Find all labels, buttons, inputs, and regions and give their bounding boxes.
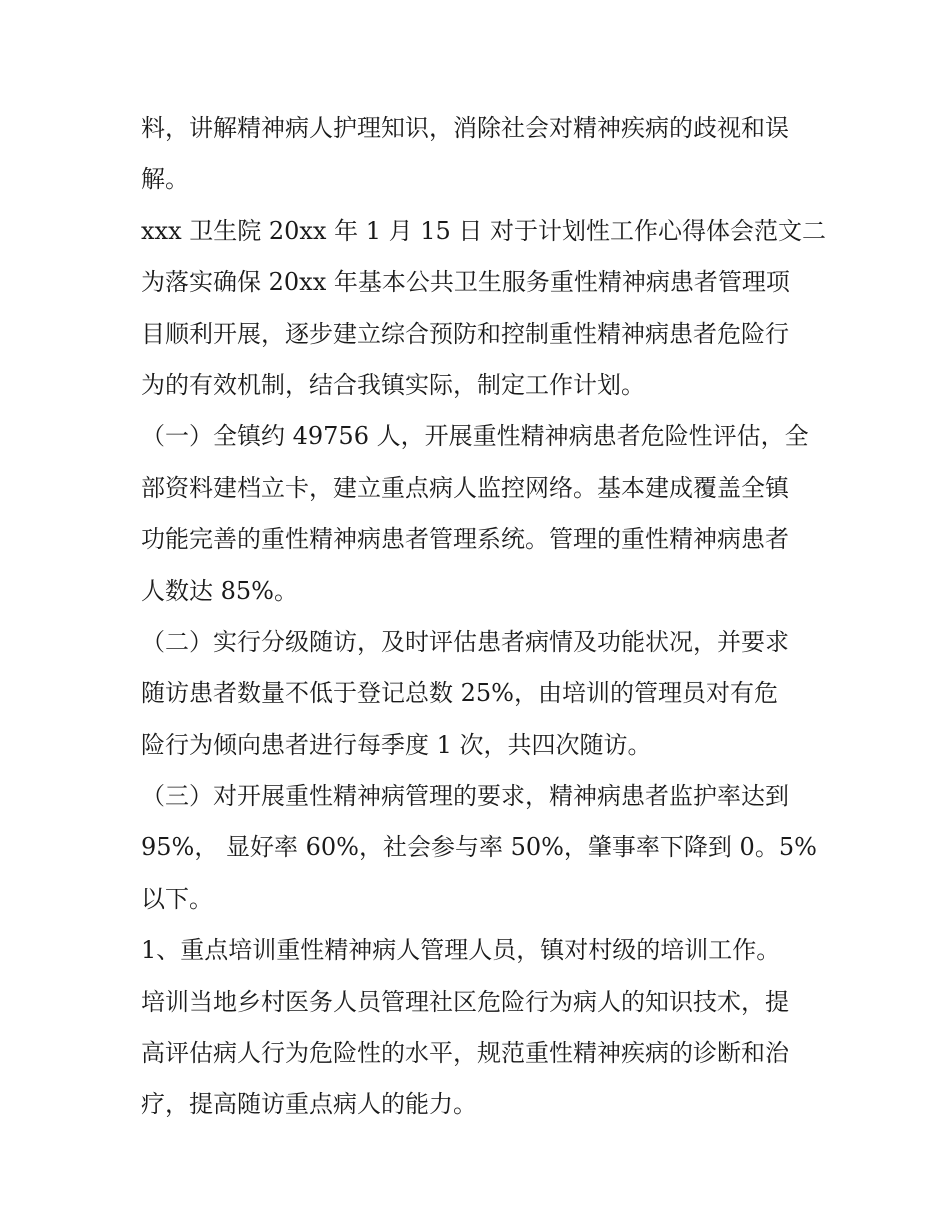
text-line: 培训当地乡村医务人员管理社区危险行为病人的知识技术，提 xyxy=(141,987,789,1016)
text-line: 随访患者数量不低于登记总数 25%，由培训的管理员对有危 xyxy=(141,679,778,708)
text-line: （二）实行分级随访，及时评估患者病情及功能状况，并要求 xyxy=(141,627,789,656)
text-line: xxx 卫生院 20xx 年 1 月 15 日 对于计划性工作心得体会范文二 xyxy=(141,216,827,245)
text-line: 部资料建档立卡，建立重点病人监控网络。基本建成覆盖全镇 xyxy=(141,473,789,502)
text-line: 疗，提高随访重点病人的能力。 xyxy=(141,1090,477,1119)
text-line: 为的有效机制，结合我镇实际，制定工作计划。 xyxy=(141,370,645,399)
text-line: 以下。 xyxy=(141,884,213,913)
text-line: 1、重点培训重性精神病人管理人员，镇对村级的培训工作。 xyxy=(141,936,781,965)
text-line: 人数达 85%。 xyxy=(141,576,298,605)
text-line: 为落实确保 20xx 年基本公共卫生服务重性精神病患者管理项 xyxy=(141,268,790,297)
text-line: 高评估病人行为危险性的水平，规范重性精神疾病的诊断和治 xyxy=(141,1039,789,1068)
text-line: 95%， 显好率 60%，社会参与率 50%，肇事率下降到 0。5% xyxy=(141,833,817,862)
text-line: 险行为倾向患者进行每季度 1 次，共四次随访。 xyxy=(141,730,652,759)
text-line: （三）对开展重性精神病管理的要求，精神病患者监护率达到 xyxy=(141,782,789,811)
text-line: 功能完善的重性精神病患者管理系统。管理的重性精神病患者 xyxy=(141,525,789,554)
text-line: 料，讲解精神病人护理知识，消除社会对精神疾病的歧视和误 xyxy=(141,114,789,142)
text-line: 解。 xyxy=(141,165,189,194)
text-line: 目顺利开展，逐步建立综合预防和控制重性精神病患者危险行 xyxy=(141,319,789,348)
document-body xyxy=(141,103,827,1131)
text-line: （一）全镇约 49756 人，开展重性精神病患者危险性评估，全 xyxy=(141,422,809,451)
